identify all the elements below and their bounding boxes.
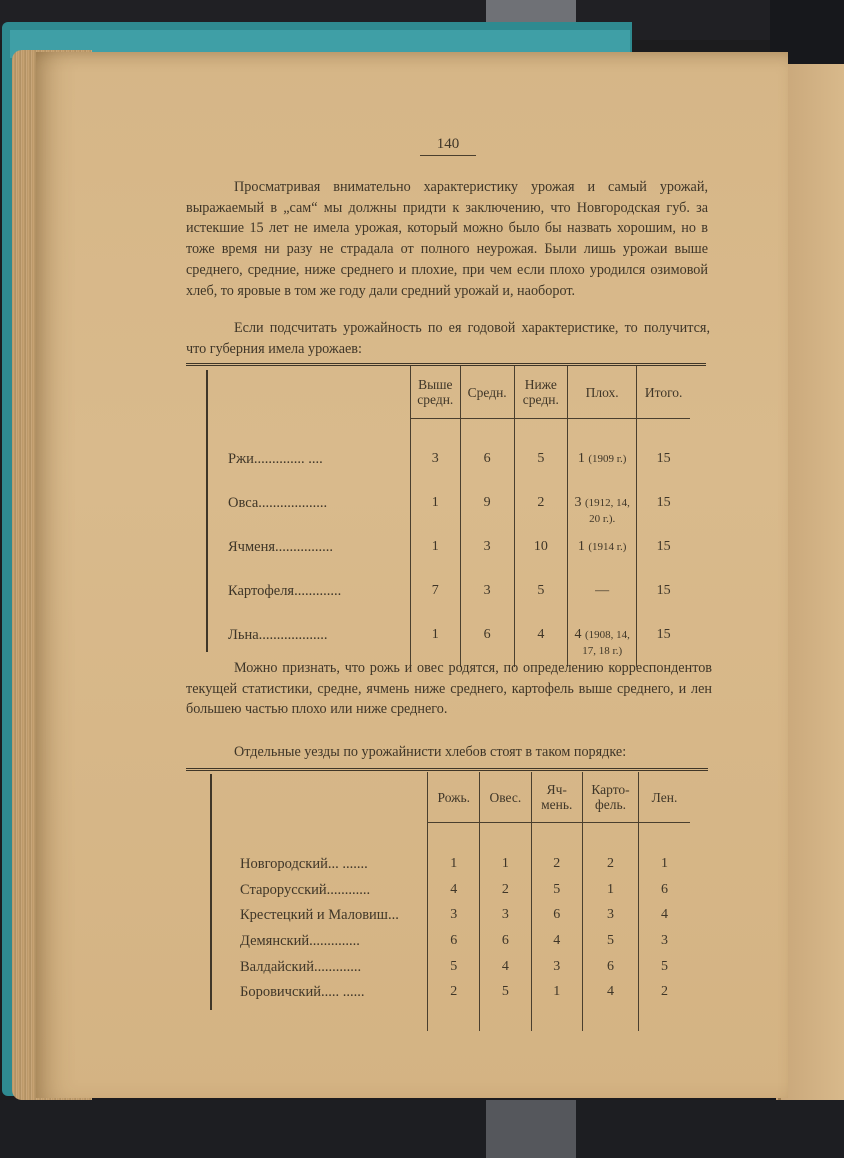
table-spacer-row: [206, 419, 690, 448]
table-cell: 2: [514, 491, 567, 535]
table-cell: 4: [480, 958, 532, 984]
cell-value: 1: [577, 451, 585, 466]
table-cell: 1: [410, 623, 460, 667]
table-corner: [210, 772, 428, 823]
table-corner: [206, 366, 410, 419]
table-spacer-row: [210, 823, 690, 856]
table-cell: 2: [531, 855, 582, 881]
cell-value: 3: [574, 495, 582, 510]
column-header: Овес.: [480, 772, 532, 823]
table-cell: 4: [428, 881, 480, 907]
table-cell: 15: [637, 535, 690, 579]
column-header: Средн.: [460, 366, 514, 419]
paragraph-harvest-count-intro: Если подсчитать урожайность по ея годовой характеристике, то получится, что губерния имела урожаев:: [186, 320, 710, 357]
table-cell: 1: [583, 881, 639, 907]
table-cell: 6: [583, 958, 639, 984]
table-cell: 15: [637, 623, 690, 667]
row-label: Льна...................: [228, 627, 328, 643]
row-label: Ячменя................: [228, 539, 334, 555]
column-header: Итого.: [637, 366, 690, 419]
row-label: Крестецкий и Маловиш...: [240, 907, 399, 924]
table-cell: 7: [410, 579, 460, 623]
paragraph-districts-intro: Отдельные уезды по урожайнисти хлебов стоят в таком порядке:: [234, 744, 627, 760]
row-label: Овса...................: [228, 495, 328, 511]
table-cell: 2: [428, 983, 480, 1009]
table-row: [210, 932, 690, 958]
table-cell: 4: [639, 906, 691, 932]
row-label: Новгородский... .......: [240, 856, 368, 872]
table-cell: 2: [639, 983, 691, 1009]
table-cell: 5: [428, 958, 480, 984]
paragraph-harvest-characteristic: Просматривая внимательно характеристику урожая и самый урожай, выражаемый в „сам“ мы должны придти к заключению, что Новгородская губ. за истекшие 15 лет не имела урожая, который можно было бы назвать хорошим, но в тоже время ни разу не страдала от полного неурожая. Были лишь урожаи выше среднего, средние, ниже среднего и плохие, при чем если плохо уродился озимовой хлеб, то яровые в том же году дали средний урожай и, наоборот.: [186, 179, 708, 299]
table-header-row: [206, 366, 690, 419]
table-cell: 5: [514, 447, 567, 491]
table-cell: 4: [531, 932, 582, 958]
table-row: [206, 491, 690, 535]
table-cell: 3: [460, 535, 514, 579]
table-cell: 1: [410, 491, 460, 535]
table-cell: 5: [514, 579, 567, 623]
column-header: Лен.: [639, 772, 691, 823]
page-number: 140: [420, 136, 476, 156]
column-header: Плох.: [568, 366, 637, 419]
column-header: Рожь.: [428, 772, 480, 823]
table-cell: 3: [639, 932, 691, 958]
table-cell: 1: [531, 983, 582, 1009]
table-cell: 3: [583, 906, 639, 932]
table-cell: 9: [460, 491, 514, 535]
table-row: [210, 958, 690, 984]
cell-note: (1914 г.): [588, 541, 627, 553]
row-label: Старорусский............: [240, 881, 371, 898]
table-cell: [568, 535, 637, 579]
paragraph-conclusion: Можно признать, что рожь и овес родятся, по определению корреспондентов текущей статистики, средне, ячмень ниже среднего, картофель выше среднего, и лен большею частью плохо или ниже среднего.: [186, 660, 712, 718]
table-cell: [568, 447, 637, 491]
row-label: Ржи.............. ....: [228, 451, 323, 467]
table-row: [210, 906, 690, 932]
table2-top-rule: [186, 768, 708, 771]
table-cell: 1: [428, 855, 480, 881]
table-cell: 5: [531, 881, 582, 907]
cell-value: —: [595, 583, 610, 598]
row-label: Картофеля.............: [228, 583, 342, 599]
table-header-row: [210, 772, 690, 823]
table-cell: 3: [410, 447, 460, 491]
table-cell: 2: [583, 855, 639, 881]
table-spacer-row: [210, 1009, 690, 1031]
table-row: [210, 983, 690, 1009]
table-cell: 5: [583, 932, 639, 958]
row-label: Демянский..............: [240, 933, 360, 950]
table-cell: 5: [480, 983, 532, 1009]
table-cell: 6: [460, 447, 514, 491]
row-label: Боровичский..... ......: [240, 984, 365, 1001]
column-header: Ниже средн.: [514, 366, 567, 419]
table-cell: 4: [583, 983, 639, 1009]
table-cell: 6: [639, 881, 691, 907]
table-cell: 15: [637, 579, 690, 623]
table-row: [206, 535, 690, 579]
table-cell: 3: [531, 958, 582, 984]
table-cell: 6: [531, 906, 582, 932]
table-row: [210, 881, 690, 907]
column-header: Карто- фель.: [583, 772, 639, 823]
table-cell: 3: [480, 906, 532, 932]
table-row: [206, 579, 690, 623]
table-cell: 3: [428, 906, 480, 932]
table-cell: [568, 491, 637, 535]
cell-value: 4: [574, 627, 582, 642]
table-cell: [568, 579, 637, 623]
cell-value: 1: [577, 539, 585, 554]
table-cell: 6: [480, 932, 532, 958]
table-cell: 1: [639, 855, 691, 881]
table-cell: 1: [410, 535, 460, 579]
table-cell: 3: [460, 579, 514, 623]
table-cell: 6: [460, 623, 514, 667]
table-cell: 15: [637, 447, 690, 491]
column-header: Выше средн.: [410, 366, 460, 419]
table-row: [206, 447, 690, 491]
cell-note: (1909 г.): [588, 453, 627, 465]
table-cell: 1: [480, 855, 532, 881]
cell-note: (1912, 14, 20 г.).: [584, 497, 630, 525]
cell-note: (1908, 14, 17, 18 г.): [582, 629, 630, 657]
district-ranking-table: [210, 772, 690, 1031]
table-cell: 15: [637, 491, 690, 535]
column-header: Яч- мень.: [531, 772, 582, 823]
table-cell: 10: [514, 535, 567, 579]
table-cell: 2: [480, 881, 532, 907]
table-row: [210, 855, 690, 881]
grey-background-strip-bottom: [486, 1100, 576, 1158]
row-label: Валдайский.............: [240, 958, 362, 975]
dark-background-bottom: [0, 1100, 844, 1158]
table-cell: 6: [428, 932, 480, 958]
harvest-frequency-table: [206, 366, 690, 667]
table-cell: 5: [639, 958, 691, 984]
table-cell: 4: [514, 623, 567, 667]
